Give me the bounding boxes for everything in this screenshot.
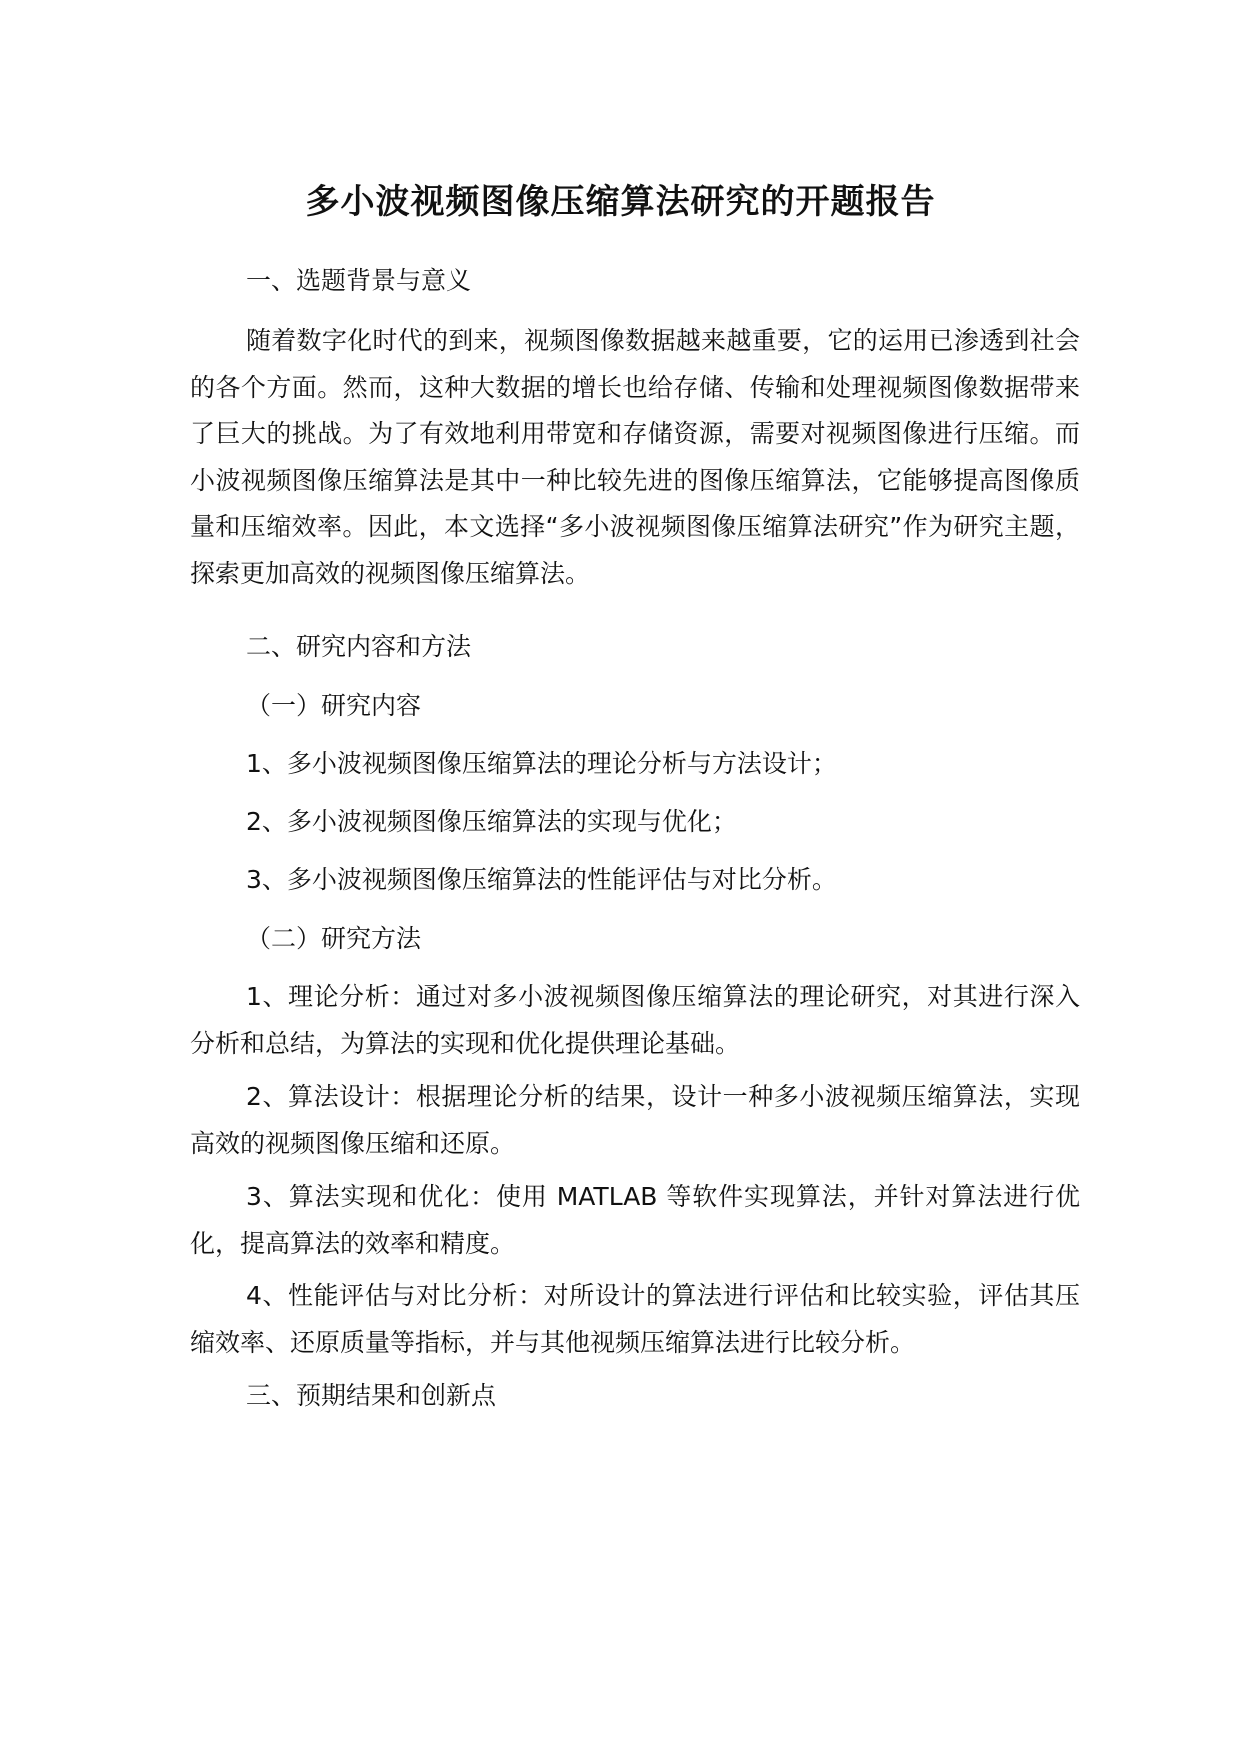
subheading-research-methods: （二）研究方法 <box>246 924 422 953</box>
paragraph-background: 随着数字化时代的到来，视频图像数据越来越重要，它的运用已渗透到社会的各个方面。然而，这种大数据的增长也给存储、传输和处理视频图像数据带来了巨大的挑战。为了有效地利用带宽和存储资源，需要对视频图像进行压缩。而小波视频图像压缩算法是其中一种比较先进的图像压缩算法，它能够提高图像质量和压缩效率。因此，本文选择“多小波视频图像压缩算法研究”作为研究主题，探索更加高效的视频图像压缩算法。 <box>190 326 1080 588</box>
section-heading-results-innovation: 三、预期结果和创新点 <box>246 1381 497 1410</box>
method-item-1: 1、理论分析：通过对多小波视频图像压缩算法的理论研究，对其进行深入分析和总结，为算法的实现和优化提供理论基础。 <box>190 982 1080 1058</box>
method-item-3: 3、算法实现和优化：使用 MATLAB 等软件实现算法，并针对算法进行优化，提高算法的效率和精度。 <box>190 1182 1080 1258</box>
content-item-1: 1、多小波视频图像压缩算法的理论分析与方法设计； <box>246 749 837 778</box>
method-item-2: 2、算法设计：根据理论分析的结果，设计一种多小波视频压缩算法，实现高效的视频图像压缩和还原。 <box>190 1082 1080 1158</box>
content-item-2: 2、多小波视频图像压缩算法的实现与优化； <box>246 807 737 836</box>
document-title: 多小波视频图像压缩算法研究的开题报告 <box>305 182 936 222</box>
subheading-research-content: （一）研究内容 <box>246 691 422 720</box>
section-heading-background: 一、选题背景与意义 <box>246 266 472 295</box>
content-item-3: 3、多小波视频图像压缩算法的性能评估与对比分析。 <box>246 865 837 894</box>
method-item-4: 4、性能评估与对比分析：对所设计的算法进行评估和比较实验，评估其压缩效率、还原质量等指标，并与其他视频压缩算法进行比较分析。 <box>190 1281 1080 1357</box>
section-heading-content-methods: 二、研究内容和方法 <box>246 632 472 661</box>
